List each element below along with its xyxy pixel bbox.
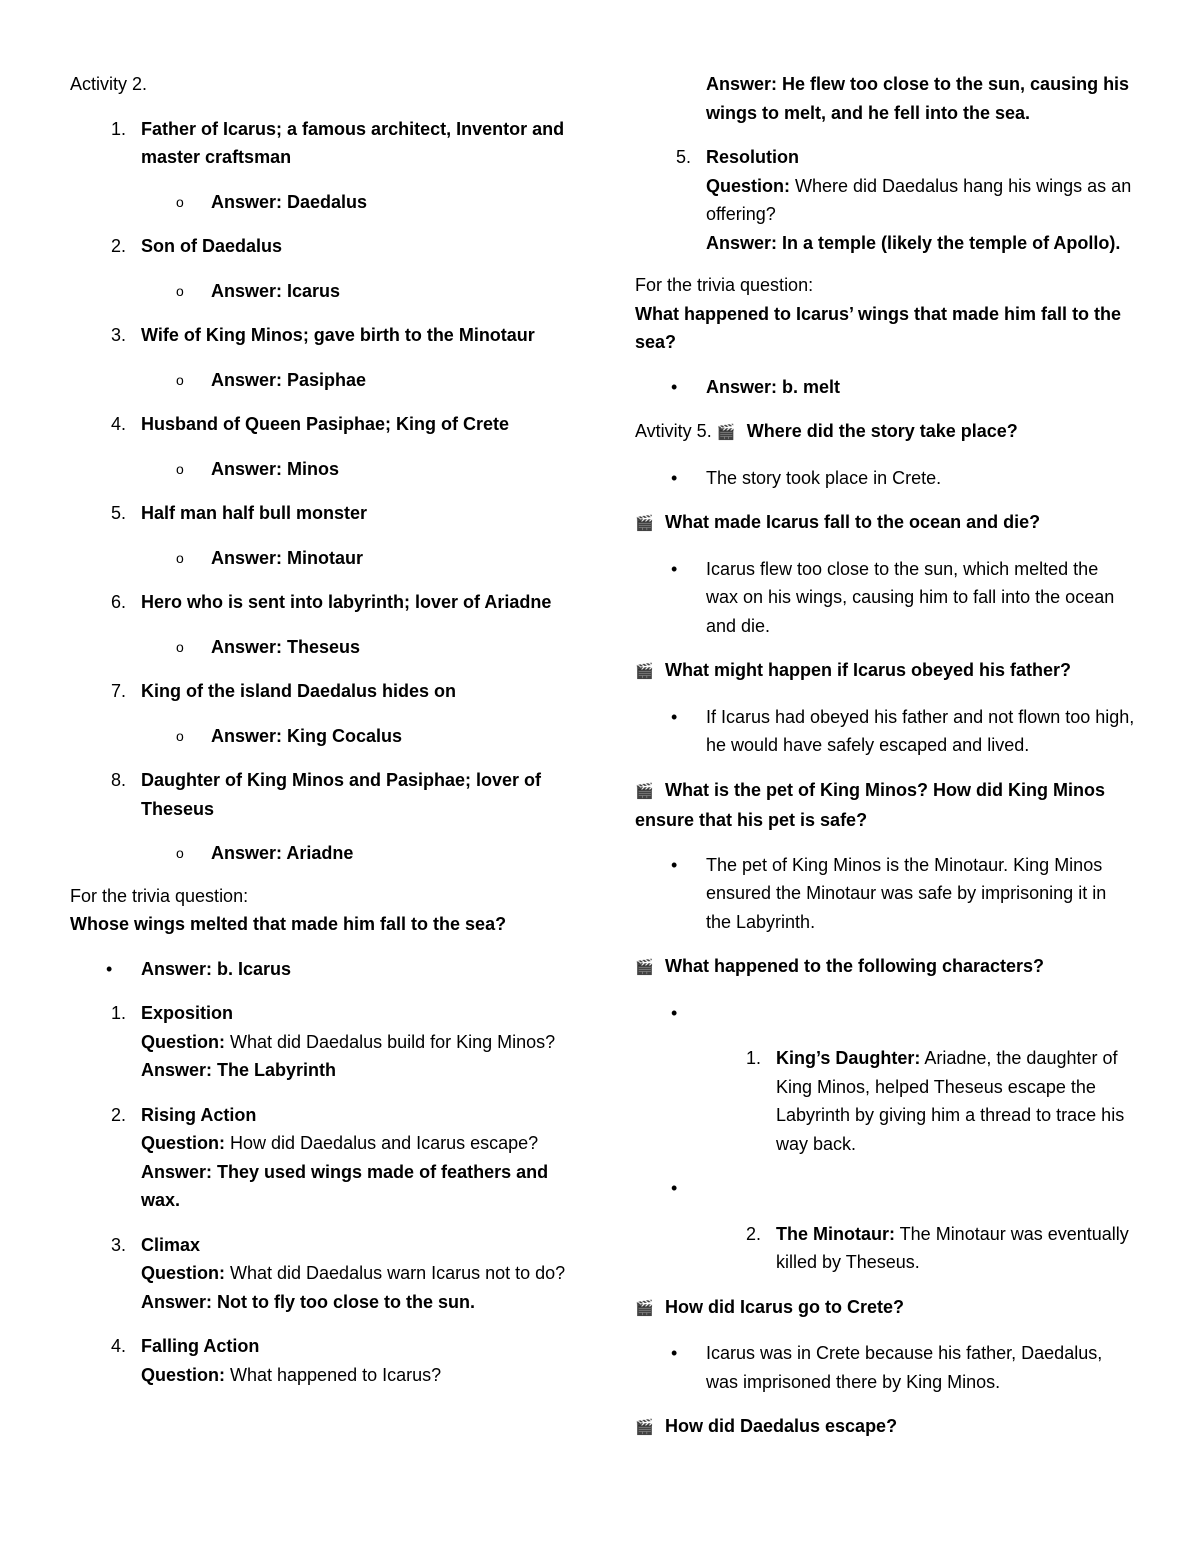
list-item <box>70 588 570 617</box>
list-number: 5. <box>675 147 691 167</box>
answer-1-text: The story took place in Crete. <box>706 467 942 488</box>
list-item <box>70 677 570 706</box>
plot-title: Rising Action <box>141 1104 257 1125</box>
answer-text: Answer: Daedalus <box>211 191 368 212</box>
question-4-text: What is the pet of King Minos? How did King Minos ensure that his pet is safe? <box>635 779 1105 830</box>
plot-question <box>706 172 1135 229</box>
answer-text: Answer: Ariadne <box>211 843 354 863</box>
question-text: How did Daedalus and Icarus escape? <box>225 1133 539 1153</box>
question-6 <box>635 1293 1135 1324</box>
sub-bullet-marker: o <box>176 549 184 566</box>
list-number: 1. <box>110 1003 126 1023</box>
plot-question <box>141 1129 570 1158</box>
bullet-marker: • <box>671 854 678 875</box>
plot-item-resolution <box>635 143 1135 257</box>
list-item <box>70 115 570 172</box>
answer-3-text: If Icarus had obeyed his father and not flown too high, he would have safely escaped and lived. <box>706 706 1135 755</box>
answer-2-text: Icarus flew too close to the sun, which melted the wax on his wings, causing him to fall into the ocean and die. <box>706 558 1115 636</box>
list-answer <box>70 633 570 662</box>
question-label: Question: <box>706 175 790 196</box>
list-answer <box>70 839 570 868</box>
question-2-text: What made Icarus fall to the ocean and die? <box>665 512 1041 532</box>
list-number: 4. <box>110 1336 126 1356</box>
bullet-marker: • <box>671 1178 678 1198</box>
list-number: 1. <box>745 1048 761 1068</box>
plot-question <box>141 1259 570 1288</box>
list-question: Husband of Queen Pasiphae; King of Crete <box>141 414 510 434</box>
answer-text: Answer: Icarus <box>211 280 341 301</box>
list-number: 8. <box>110 770 126 790</box>
question-text: Where did Daedalus hang his wings as an offering? <box>706 175 1132 224</box>
question-1-text: Where did the story take place? <box>746 421 1018 441</box>
bullet-marker: • <box>671 558 678 579</box>
trivia-question: Whose wings melted that made him fall to the sea? <box>70 914 507 934</box>
plot-answer: Answer: The Labyrinth <box>141 1060 337 1080</box>
answer-text: Answer: Minos <box>211 458 340 479</box>
question-5-text: What happened to the following characters? <box>665 956 1045 976</box>
answer-2 <box>635 555 1135 641</box>
falling-action-answer <box>635 70 1135 127</box>
question-7 <box>635 1412 1135 1443</box>
trivia-intro-2: For the trivia question: <box>635 275 814 295</box>
clapperboard-icon: 🎬 <box>635 515 654 532</box>
list-question: Hero who is sent into labyrinth; lover of Ariadne <box>141 592 552 612</box>
character-item-2 <box>635 1220 1135 1277</box>
question-label: Question: <box>141 1133 225 1153</box>
answer-4 <box>635 851 1135 937</box>
character-text: Ariadne, the daughter of King Minos, helped Theseus escape the Labyrinth by giving him a thread to trace his way back. <box>776 1048 1125 1154</box>
plot-question <box>141 1361 570 1390</box>
list-number: 3. <box>110 1234 126 1255</box>
answer-3 <box>635 703 1135 760</box>
right-column <box>635 70 1135 1443</box>
plot-title: Exposition <box>141 1003 234 1023</box>
list-item <box>70 499 570 528</box>
question-2 <box>635 508 1135 539</box>
answer-6-text: Icarus was in Crete because his father, Daedalus, was imprisoned there by King Minos. <box>706 1343 1103 1392</box>
bullet-marker: • <box>671 376 678 397</box>
list-answer <box>70 544 570 573</box>
list-item <box>70 410 570 439</box>
list-answer <box>70 455 570 484</box>
trivia-answer-2 <box>635 373 1135 402</box>
clapperboard-icon: 🎬 <box>635 1419 654 1436</box>
list-question: Daughter of King Minos and Pasiphae; lover of Theseus <box>141 770 542 819</box>
question-text: What happened to Icarus? <box>225 1364 442 1385</box>
trivia-answer-text: Answer: b. Icarus <box>141 958 292 979</box>
answer-6 <box>635 1339 1135 1396</box>
clapperboard-icon: 🎬 <box>716 424 736 441</box>
plot-answer: Answer: In a temple (likely the temple of Apollo). <box>706 232 1121 253</box>
question-text: What did Daedalus warn Icarus not to do? <box>225 1263 566 1283</box>
sub-bullet-marker: o <box>176 282 184 299</box>
list-item <box>70 766 570 823</box>
list-number: 6. <box>110 592 126 612</box>
bullet-marker: • <box>671 1002 678 1023</box>
question-label: Question: <box>141 1364 225 1385</box>
character-name: King’s Daughter: <box>776 1048 921 1068</box>
list-item <box>70 232 570 261</box>
plot-title: Resolution <box>706 147 799 167</box>
activity-5-label: Avtivity 5. <box>635 421 712 441</box>
answer-1 <box>635 464 1135 493</box>
list-number: 7. <box>110 681 126 701</box>
list-question: Half man half bull monster <box>141 503 368 523</box>
list-question: King of the island Daedalus hides on <box>141 681 457 701</box>
question-label: Question: <box>141 1263 225 1283</box>
plot-item <box>70 999 570 1085</box>
list-number: 2. <box>110 236 126 256</box>
character-bullet-2 <box>635 1174 1135 1203</box>
answer-text: Answer: King Cocalus <box>211 725 403 746</box>
sub-bullet-marker: o <box>176 193 184 210</box>
falling-action-answer-text: Answer: He flew too close to the sun, causing his wings to melt, and he fell into the sea. <box>706 74 1130 123</box>
question-7-text: How did Daedalus escape? <box>665 1416 898 1436</box>
plot-item <box>70 1101 570 1215</box>
answer-text: Answer: Minotaur <box>211 547 364 568</box>
list-answer <box>70 188 570 217</box>
list-answer <box>70 366 570 395</box>
activity-2-heading: Activity 2. <box>70 74 148 94</box>
answer-4-text: The pet of King Minos is the Minotaur. King Minos ensured the Minotaur was safe by imprisoning it in the Labyrinth. <box>706 854 1107 932</box>
list-number: 2. <box>110 1104 126 1125</box>
bullet-marker: • <box>671 706 678 727</box>
answer-text: Answer: Theseus <box>211 636 361 657</box>
question-5 <box>635 952 1135 983</box>
clapperboard-icon: 🎬 <box>635 1299 654 1317</box>
list-answer <box>70 277 570 306</box>
plot-title: Climax <box>141 1234 201 1255</box>
question-text: What did Daedalus build for King Minos? <box>225 1031 556 1052</box>
list-item <box>70 321 570 350</box>
question-3 <box>635 656 1135 687</box>
trivia-answer-2-text: Answer: b. melt <box>706 376 841 397</box>
character-name: The Minotaur: <box>776 1223 895 1244</box>
sub-bullet-marker: o <box>176 371 184 388</box>
plot-title: Falling Action <box>141 1336 260 1356</box>
list-number: 3. <box>110 325 126 345</box>
question-4 <box>635 776 1135 835</box>
list-number: 5. <box>110 503 126 523</box>
clapperboard-icon: 🎬 <box>635 782 654 800</box>
sub-bullet-marker: o <box>176 727 184 744</box>
clapperboard-icon: 🎬 <box>635 959 654 976</box>
clapperboard-icon: 🎬 <box>635 663 654 680</box>
bullet-marker: • <box>106 958 113 979</box>
answer-text: Answer: Pasiphae <box>211 369 367 390</box>
plot-item <box>70 1332 570 1389</box>
trivia-intro: For the trivia question: <box>70 885 249 906</box>
character-item-1 <box>635 1044 1135 1158</box>
trivia-answer <box>70 955 570 984</box>
trivia-question-2: What happened to Icarus’ wings that made him fall to the sea? <box>635 303 1122 352</box>
activity-5-question-1 <box>635 417 1135 448</box>
list-number: 2. <box>745 1223 761 1244</box>
list-number: 1. <box>110 118 126 139</box>
plot-answer: Answer: They used wings made of feathers and wax. <box>141 1161 549 1210</box>
plot-question <box>141 1028 570 1057</box>
sub-bullet-marker: o <box>176 460 184 477</box>
left-column <box>70 70 570 1389</box>
list-number: 4. <box>110 414 126 434</box>
question-6-text: How did Icarus go to Crete? <box>665 1296 905 1317</box>
list-question: Son of Daedalus <box>141 236 283 256</box>
question-label: Question: <box>141 1031 225 1052</box>
list-answer <box>70 722 570 751</box>
character-bullet-1 <box>635 999 1135 1028</box>
plot-answer: Answer: Not to fly too close to the sun. <box>141 1291 476 1312</box>
character-text: The Minotaur was eventually killed by Theseus. <box>776 1223 1129 1272</box>
question-3-text: What might happen if Icarus obeyed his father? <box>665 660 1072 680</box>
sub-bullet-marker: o <box>176 638 184 655</box>
plot-item <box>70 1231 570 1317</box>
list-question: Father of Icarus; a famous architect, Inventor and master craftsman <box>141 118 565 167</box>
bullet-marker: • <box>671 467 678 488</box>
bullet-marker: • <box>671 1343 678 1363</box>
list-question: Wife of King Minos; gave birth to the Minotaur <box>141 325 535 345</box>
sub-bullet-marker: o <box>176 845 184 861</box>
